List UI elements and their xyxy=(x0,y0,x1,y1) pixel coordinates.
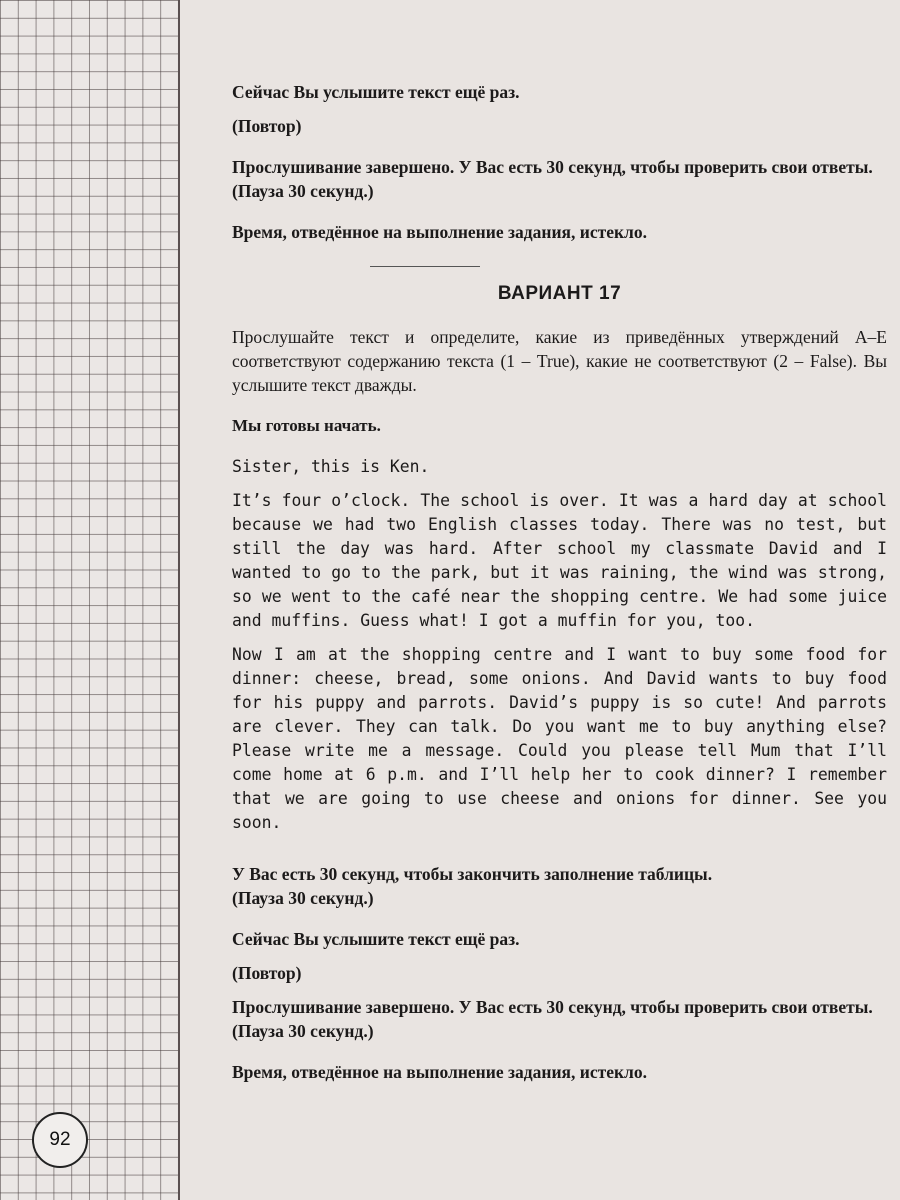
repeat-label: (Повтор) xyxy=(232,116,302,136)
variant-heading: ВАРИАНТ 17 xyxy=(497,283,622,304)
pause-label: (Пауза 30 секунд.) xyxy=(232,1021,374,1041)
pause-label: (Пауза 30 секунд.) xyxy=(232,181,374,201)
script-paragraph: It’s four o’clock. The school is over. It was a hard day at school because we had two English classes today. There was no test, but still the day was hard. After school my classmate David and I wanted to go to the park, but it was raining, the wind was strong, so we went to the café near the shopping centre. We had some juice and muffins. Guess what! I got a muffin for you, too. xyxy=(232,491,887,630)
repeat-label: (Повтор) xyxy=(232,963,302,983)
script-paragraph: Now I am at the shopping centre and I want to buy some food for dinner: cheese, bread, some onions. And David wants to buy food for his puppy and parrots. David’s puppy is so cute! And parrots are clever. They can talk. Do you want me to buy anything else? Please write me a message. Could you please tell Mum that I’ll come home at 6 p.m. and I’ll help her to cook dinner? I remember that we are going to use cheese and onions for dinner. See you soon. xyxy=(232,645,887,832)
repeat-notice: Сейчас Вы услышите текст ещё раз. xyxy=(232,82,520,102)
time-expired: Время, отведённое на выполнение задания, истекло. xyxy=(232,222,648,242)
grid-margin xyxy=(0,0,180,1200)
listening-finished: Прослушивание завершено. У Вас есть 30 секунд, чтобы проверить свои ответы. xyxy=(232,157,873,177)
section-divider xyxy=(370,266,480,267)
ready-to-start: Мы готовы начать. xyxy=(232,416,381,435)
page-number: 92 xyxy=(32,1112,88,1168)
pause-label: (Пауза 30 секунд.) xyxy=(232,888,374,908)
task-instructions: Прослушайте текст и определите, какие из приведённых утверждений А–Е соответствуют содержанию текста (1 – True), какие не соответствуют (2 – False). Вы услышите текст дважды. xyxy=(232,327,887,395)
time-expired: Время, отведённое на выполнение задания, истекло. xyxy=(232,1062,648,1082)
repeat-notice: Сейчас Вы услышите текст ещё раз. xyxy=(232,929,520,949)
listening-finished: Прослушивание завершено. У Вас есть 30 секунд, чтобы проверить свои ответы. xyxy=(232,997,873,1017)
page-content xyxy=(232,80,887,1084)
finish-table-notice: У Вас есть 30 секунд, чтобы закончить заполнение таблицы. xyxy=(232,864,713,884)
script-paragraph: Sister, this is Ken. xyxy=(232,457,430,476)
